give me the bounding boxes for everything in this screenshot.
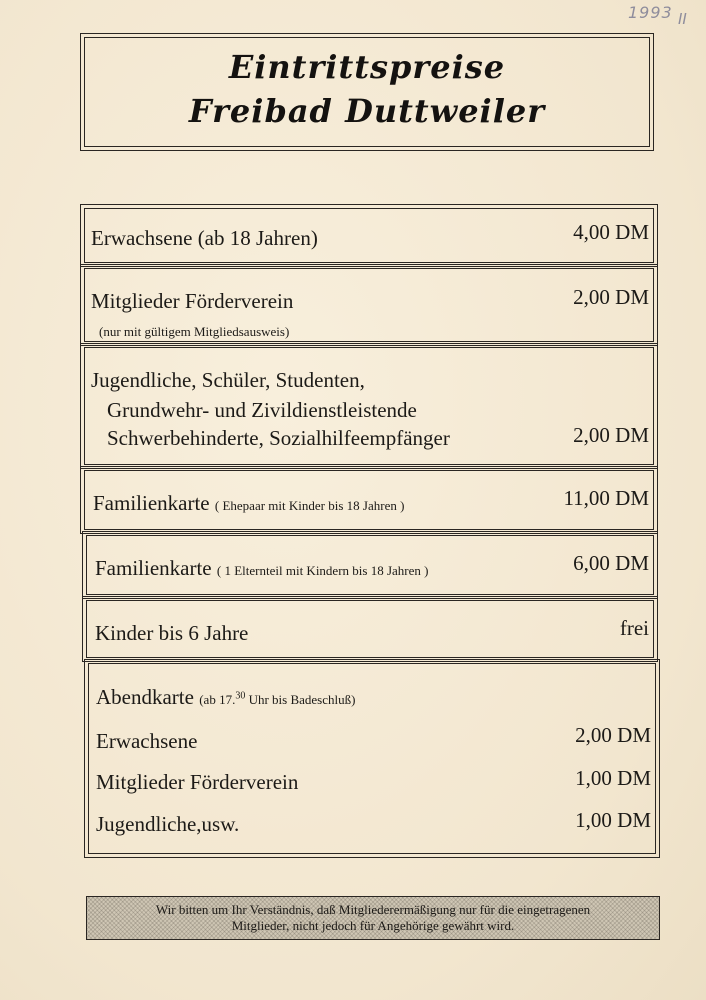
price-row-children bbox=[82, 596, 658, 662]
price-row-family-single bbox=[82, 531, 658, 599]
evening-item-label: Jugendliche,usw. bbox=[96, 812, 240, 836]
evening-item-label: Erwachsene bbox=[96, 729, 198, 753]
row-label: Mitglieder Förderverein bbox=[91, 289, 294, 313]
evening-label: Abendkarte bbox=[96, 685, 194, 709]
row-price: frei bbox=[619, 616, 649, 640]
row-line-2: Grundwehr- und Zivildienstleistende bbox=[107, 398, 417, 422]
row-price: 6,00 DM bbox=[573, 551, 649, 575]
row-label: Familienkarte bbox=[95, 556, 212, 580]
handwritten-year: 1993 bbox=[628, 3, 673, 22]
notice-line-1: Wir bitten um Ihr Verständnis, daß Mitgliederermäßigung nur für die eingetragenen bbox=[155, 902, 591, 917]
row-label-group bbox=[95, 556, 428, 581]
title-box bbox=[80, 33, 654, 151]
row-note: ( Ehepaar mit Kinder bis 18 Jahren ) bbox=[214, 498, 405, 513]
row-label: Familienkarte bbox=[93, 491, 210, 515]
evening-item-price: 1,00 DM bbox=[575, 808, 651, 832]
row-label-group bbox=[93, 491, 404, 516]
price-row-adults bbox=[80, 204, 658, 267]
evening-note: (ab 17.30 Uhr bis Badeschluß) bbox=[199, 690, 356, 707]
row-price: 2,00 DM bbox=[573, 285, 649, 309]
notice-box bbox=[86, 896, 660, 940]
row-label: Kinder bis 6 Jahre bbox=[95, 621, 249, 645]
price-row-family-couple bbox=[80, 466, 658, 534]
evening-label-group bbox=[96, 685, 355, 710]
row-price: 11,00 DM bbox=[563, 486, 649, 510]
handwritten-mark: II bbox=[678, 10, 687, 28]
evening-item-price: 2,00 DM bbox=[575, 723, 651, 747]
price-row-youth bbox=[80, 343, 658, 469]
row-note: ( 1 Elternteil mit Kindern bis 18 Jahren ) bbox=[216, 563, 429, 578]
notice-line-2: Mitglieder, nicht jedoch für Angehörige gewährt wird. bbox=[231, 918, 515, 933]
row-price: 4,00 DM bbox=[573, 220, 649, 244]
title-line-2: Freibad Duttweiler bbox=[188, 92, 546, 130]
row-price: 2,00 DM bbox=[573, 423, 649, 447]
row-label: Erwachsene (ab 18 Jahren) bbox=[91, 226, 318, 250]
title-line-1: Eintrittspreise bbox=[228, 48, 506, 86]
price-row-evening bbox=[84, 659, 660, 858]
row-note: (nur mit gültigem Mitgliedsausweis) bbox=[99, 324, 290, 339]
evening-item-price: 1,00 DM bbox=[575, 766, 651, 790]
row-line-3: Schwerbehinderte, Sozialhilfeempfänger bbox=[107, 426, 450, 450]
row-line-1: Jugendliche, Schüler, Studenten, bbox=[91, 368, 365, 392]
price-row-members bbox=[80, 264, 658, 346]
evening-item-label: Mitglieder Förderverein bbox=[96, 770, 299, 794]
